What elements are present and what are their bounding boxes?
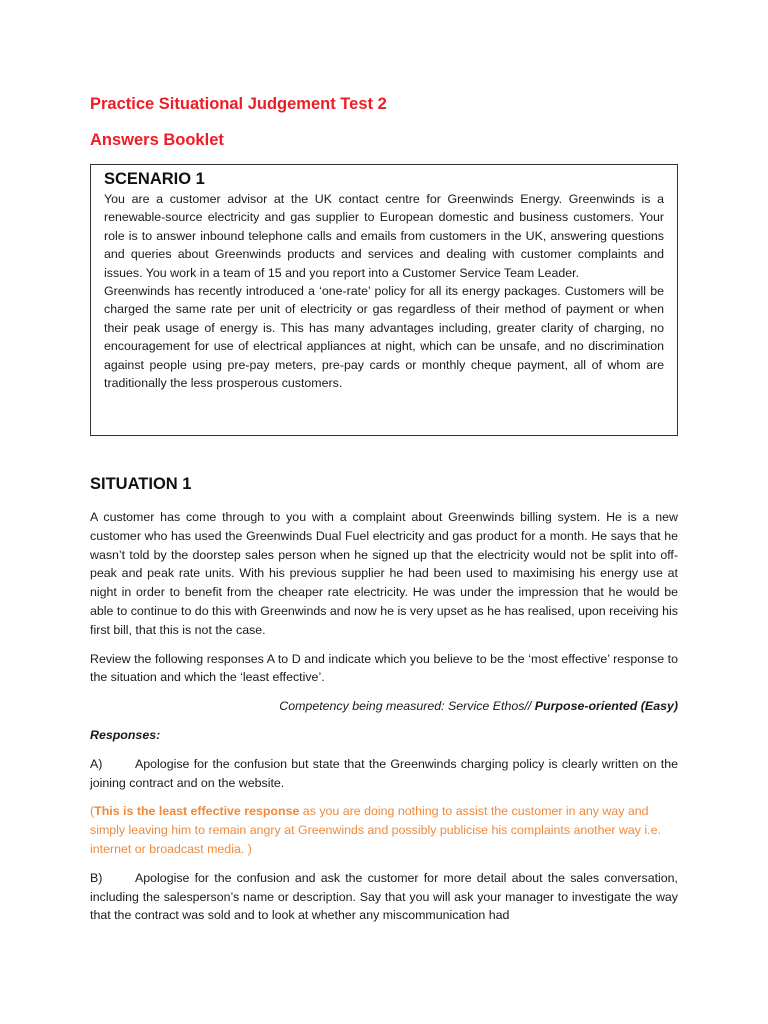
scenario-paragraph-2: Greenwinds has recently introduced a ‘one-rate’ policy for all its energy packages. Customers will be charged the same rate per unit of electricity or gas regardless of their method of payment or when their peak usage of energy is. This has many advantages including, greater clarity of charging, no encouragement for use of electrical appliances at night, which can be unsafe, and no discrimination against people using pre-pay meters, pre-pay cards or monthly cheque payment, all of whom are traditionally the less prosperous customers.: [104, 284, 664, 391]
scenario-heading: SCENARIO 1: [104, 170, 205, 188]
answer-a-feedback: [90, 802, 678, 858]
instruction-text: Review the following responses A to D and indicate which you believe to be the ‘most effective’ response to the situation and which the ‘least effective’.: [90, 651, 678, 685]
responses-label-text: Responses:: [90, 727, 161, 742]
document-title: Practice Situational Judgement Test 2: [90, 95, 387, 113]
scenario-box: [90, 164, 678, 436]
response-a: [90, 755, 678, 793]
situation-heading: SITUATION 1: [90, 475, 192, 493]
answer-a-open: (: [90, 804, 95, 819]
response-b-letter: B): [90, 870, 103, 885]
situation-body: [90, 508, 678, 935]
answer-a-explanation: as you are doing nothing to assist the customer in any way and simply leaving him to remain angry at Greenwinds and possibly publicise his complaints another way i.e. internet or broadcast media. ): [90, 804, 661, 856]
response-b-text: Apologise for the confusion and ask the customer for more detail about the sales conversation, including the salesperson’s name or description. Say that you will ask your manager to investigate the way that the contract was sold and to look at whether any miscommunication had: [90, 870, 678, 923]
response-b: [90, 869, 678, 925]
situation-text: A customer has come through to you with a complaint about Greenwinds billing system. He is a new customer who has used the Greenwinds Dual Fuel electricity and gas product for a month. He says that he wasn’t told by the doorstep sales person when he signed up that the electricity would not be split into off-peak and peak rate units. With his previous supplier he had been used to maximising his energy use at night in order to benefit from the cheaper rate electricity. He was under the impression that he would be able to continue to do this with Greenwinds and now he is very upset as he has realised, upon receiving his first bill, that this is not the case.: [90, 510, 678, 637]
responses-label: [90, 726, 678, 745]
document-subtitle: Answers Booklet: [90, 131, 224, 149]
response-a-letter: A): [90, 756, 103, 771]
response-a-text: Apologise for the confusion but state that the Greenwinds charging policy is clearly written on the joining contract and on the website.: [90, 756, 678, 790]
competency-prefix: Competency being measured: Service Ethos//: [279, 699, 535, 714]
competency-line: [90, 697, 678, 716]
scenario-paragraph-1: You are a customer advisor at the UK contact centre for Greenwinds Energy. Greenwinds is a renewable-source electricity and gas supplier to European domestic and business customers. Your role is to answer inbound telephone calls and emails from customers in the UK, answering questions and queries about Greenwinds products and services and dealing with customer complaints and issues. You work in a team of 15 and you report into a Customer Service Team Leader.: [104, 192, 664, 280]
answer-a-verdict: This is the least effective response: [94, 804, 300, 819]
competency-level: Purpose-oriented (Easy): [534, 699, 678, 714]
